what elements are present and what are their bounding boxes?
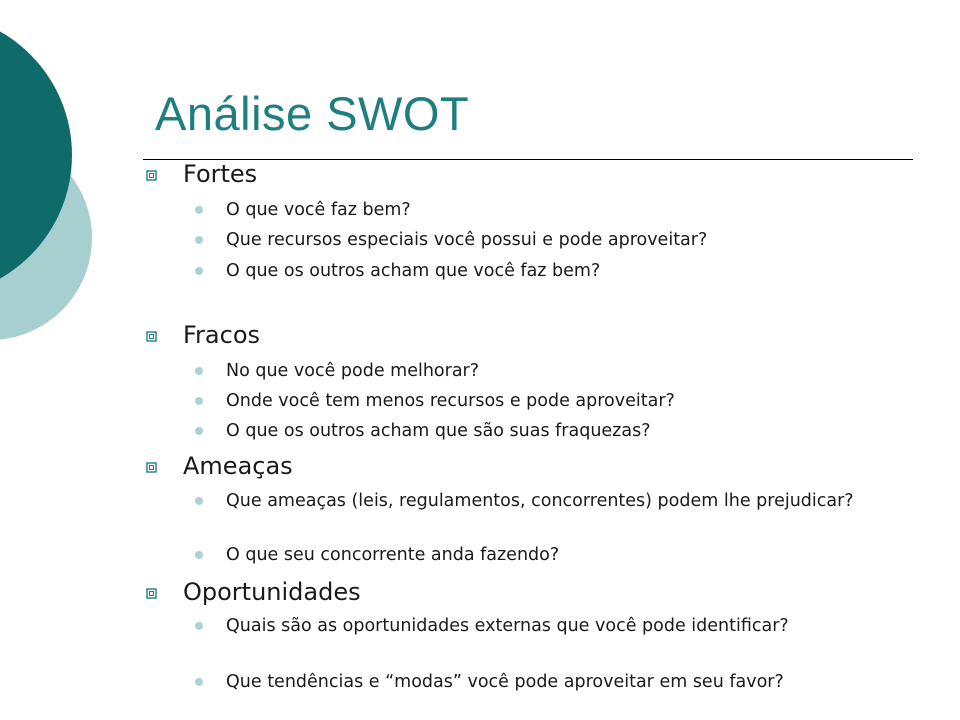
section-label: Fracos bbox=[183, 321, 261, 349]
section-label: Oportunidades bbox=[183, 578, 361, 606]
bullet-dot-icon bbox=[195, 427, 203, 435]
bullet-dot-icon bbox=[195, 551, 203, 559]
section-label: Ameaças bbox=[183, 452, 293, 480]
section-heading-oportunidades bbox=[145, 577, 361, 607]
bullet-dot-icon bbox=[195, 622, 203, 630]
hollow-square-bullet-icon bbox=[145, 169, 156, 180]
bullet-dot-icon bbox=[195, 206, 203, 214]
list-item-text: Que recursos especiais você possui e pode aproveitar? bbox=[226, 230, 708, 250]
list-item-text: Que tendências e “modas” você pode aproveitar em seu favor? bbox=[226, 672, 784, 692]
bullet-dot-icon bbox=[195, 267, 203, 275]
list-item-text: Onde você tem menos recursos e pode aproveitar? bbox=[226, 391, 675, 411]
list-item-text: O que você faz bem? bbox=[226, 200, 411, 220]
hollow-square-bullet-icon bbox=[145, 330, 156, 341]
section-heading-fortes bbox=[145, 159, 258, 189]
section-label: Fortes bbox=[183, 160, 258, 188]
bullet-dot-icon bbox=[195, 678, 203, 686]
list-item-text: O que os outros acham que você faz bem? bbox=[226, 261, 601, 281]
bullet-dot-icon bbox=[195, 236, 203, 244]
list-item-text: O que os outros acham que são suas fraquezas? bbox=[226, 421, 651, 441]
section-heading-fracos bbox=[145, 320, 261, 350]
list-item-text: No que você pode melhorar? bbox=[226, 361, 480, 381]
bullet-dot-icon bbox=[195, 367, 203, 375]
bullet-dot-icon bbox=[195, 497, 203, 505]
list-item-text: O que seu concorrente anda fazendo? bbox=[226, 545, 560, 565]
slide-title: Análise SWOT bbox=[155, 87, 470, 140]
list-item-text: Quais são as oportunidades externas que você pode identificar? bbox=[226, 616, 789, 636]
hollow-square-bullet-icon bbox=[145, 587, 156, 598]
section-heading-ameacas bbox=[145, 451, 293, 481]
bullet-dot-icon bbox=[195, 397, 203, 405]
hollow-square-bullet-icon bbox=[145, 461, 156, 472]
list-item-text: Que ameaças (leis, regulamentos, concorrentes) podem lhe prejudicar? bbox=[226, 491, 854, 511]
